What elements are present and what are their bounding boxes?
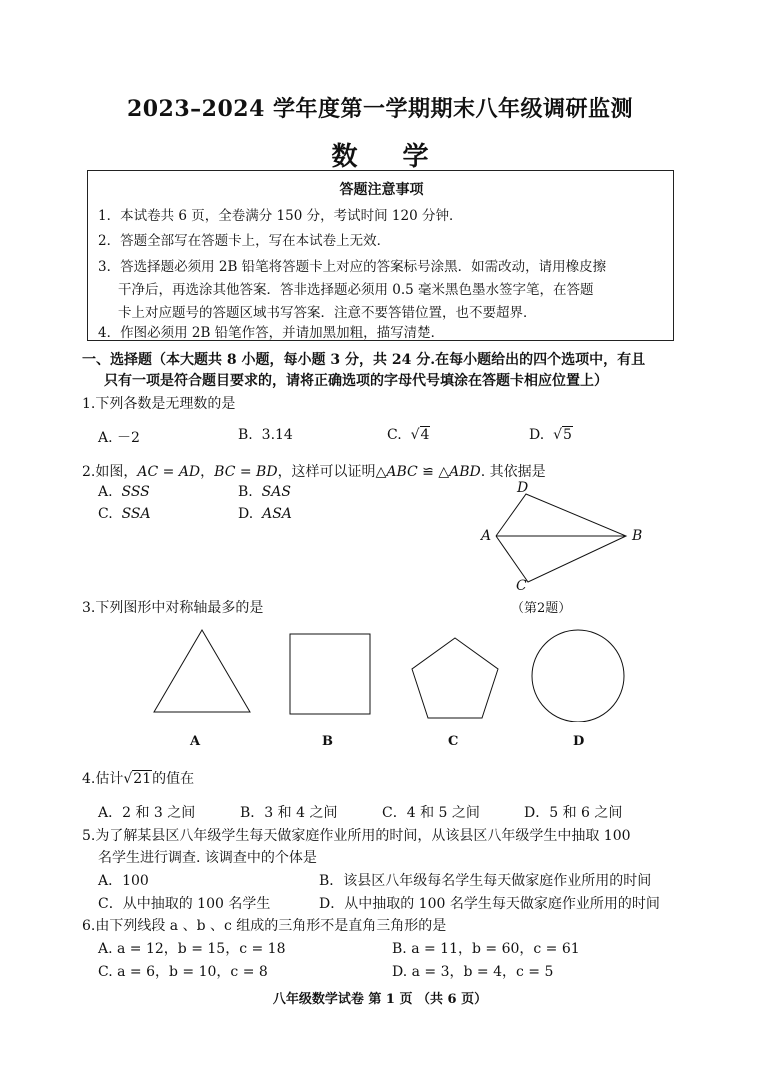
q4-stem [82,768,194,788]
q4-stem-end: 的值在 [152,771,195,787]
q6-option-d: D. a = 3，b = 4，c = 5 [392,964,554,980]
q5-option-c: C．从中抽取的 100 名学生 [98,896,271,912]
q4-option-b: B．3 和 4 之间 [240,805,338,821]
q3-label-d: D [573,734,585,749]
q2-eq2: BC = BD [214,464,278,480]
q1-option-c-label: C. [387,427,402,443]
q3-label-c: C [448,734,459,749]
q2-option-a-label: A. [98,484,113,500]
subject-title: 数 学 [331,142,447,172]
q1-option-d [529,427,573,443]
q2-option-c [98,506,151,522]
q3-shapes [140,622,640,722]
q2-kite-outline [496,494,626,582]
q1-option-c [387,427,430,443]
q4-radicand: 21 [133,771,152,787]
notice-item-3: 3．答选择题必须用 2B 铅笔将答题卡上对应的答案标号涂黑．如需改动，请用橡皮擦 [98,259,607,275]
q3-label-b: B [322,734,333,749]
q3-label-a: A [190,734,201,749]
q2-eq1: AC = AD [137,464,201,480]
q2-stem-mid: ，这样可以证明 [277,464,376,480]
q3-pentagon [412,638,498,718]
q2-option-a-value: SSS [121,484,150,500]
section1-heading-line2: 只有一项是符合题目要求的，请将正确选项的字母代号填涂在答题卡相应位置上） [104,373,608,389]
q1-option-d-label: D. [529,427,545,443]
notice-item-1: 1．本试卷共 6 页，全卷满分 150 分，考试时间 120 分钟． [98,208,463,224]
q2-option-d-label: D. [238,506,254,522]
q2-point-d: D [517,480,529,496]
q2-option-b [238,484,291,500]
q1-option-c-sqrt: √4 [410,427,430,443]
q6-option-c: C. a = 6，b = 10，c = 8 [98,964,268,980]
q4-stem-prefix: 4.估计 [82,771,124,787]
notice-box [87,170,674,341]
q1-option-b-value: 3.14 [261,427,293,443]
q1-option-a [98,427,140,447]
q5-option-a: A．100 [98,873,149,889]
q2-point-a: A [481,528,492,544]
q2-stem-end: . 其依据是 [480,464,546,480]
q2-option-b-value: SAS [261,484,291,500]
q1-option-a-label: A. [98,430,113,446]
q1-option-c-radicand: 4 [420,427,430,443]
q5-option-d: D．从中抽取的 100 名学生每天做家庭作业所用的时间 [319,896,660,912]
q6-stem: 6.由下列线段 a 、b 、c 组成的三角形不是直角三角形的是 [82,918,447,934]
q5-stem-line1: 5.为了解某县区八年级学生每天做家庭作业所用的时间，从该县区八年级学生中抽取 100 [82,828,631,844]
q2-option-d-value: ASA [262,506,292,522]
q2-sep: ， [200,464,215,480]
q6-option-a: A. a = 12，b = 15，c = 18 [98,941,286,957]
q2-option-b-label: B. [238,484,253,500]
q3-triangle [154,630,250,712]
q1-option-d-sqrt: √5 [553,427,572,443]
q4-sqrt: √21 [123,771,152,787]
q3-circle [532,630,624,722]
q3-stem: 3.下列图形中对称轴最多的是 [82,600,264,616]
q2-tri2: △ABD [438,464,481,480]
q2-option-c-value: SSA [121,506,151,522]
notice-item-3-cont-1: 干净后，再选涂其他答案．答非选择题必须用 0.5 毫米黑色墨水签字笔，在答题 [118,282,594,298]
q2-cong: ≌ [417,464,439,480]
q1-option-d-radicand: 5 [563,427,572,443]
q2-stem-prefix: 2.如图， [82,464,138,480]
section1-heading-line1: 一、选择题（本大题共 8 小题，每小题 3 分，共 24 分.在每小题给出的四个选项中，有且 [82,352,646,368]
q1-option-b [238,427,293,443]
q1-stem: 1.下列各数是无理数的是 [82,396,236,412]
notice-item-2: 2．答题全部写在答题卡上，写在本试卷上无效． [98,233,391,249]
q4-option-c: C．4 和 5 之间 [382,805,480,821]
q6-option-b: B. a = 11，b = 60，c = 61 [392,941,580,957]
q2-figure-caption: （第2题） [511,601,572,616]
q2-option-c-label: C. [98,506,113,522]
q2-tri1: △ABC [375,464,418,480]
notice-item-4: 4．作图必须用 2B 铅笔作答，并请加黑加粗，描写清楚． [98,325,445,341]
q2-option-d [238,506,292,522]
q4-option-a: A．2 和 3 之间 [98,805,196,821]
q2-point-c: C [516,578,527,594]
notice-item-3-cont-2: 卡上对应题号的答题区域书写答案．注意不要答错位置，也不要超界． [118,305,537,321]
q2-option-a [98,484,150,500]
page-footer: 八年级数学试卷 第 1 页 （共 6 页） [272,992,488,1007]
notice-title: 答题注意事项 [339,182,424,198]
q3-square [290,634,370,714]
q5-stem-line2: 名学生进行调查. 该调查中的个体是 [98,850,317,866]
q4-option-d: D．5 和 6 之间 [524,805,623,821]
q5-option-b: B．该县区八年级每名学生每天做家庭作业所用的时间 [319,873,652,889]
q1-option-b-label: B. [238,427,253,443]
q1-option-a-value: －2 [117,430,140,446]
q2-point-b: B [632,528,643,544]
exam-title: 2023–2024 学年度第一学期期末八年级调研监测 [126,96,634,122]
